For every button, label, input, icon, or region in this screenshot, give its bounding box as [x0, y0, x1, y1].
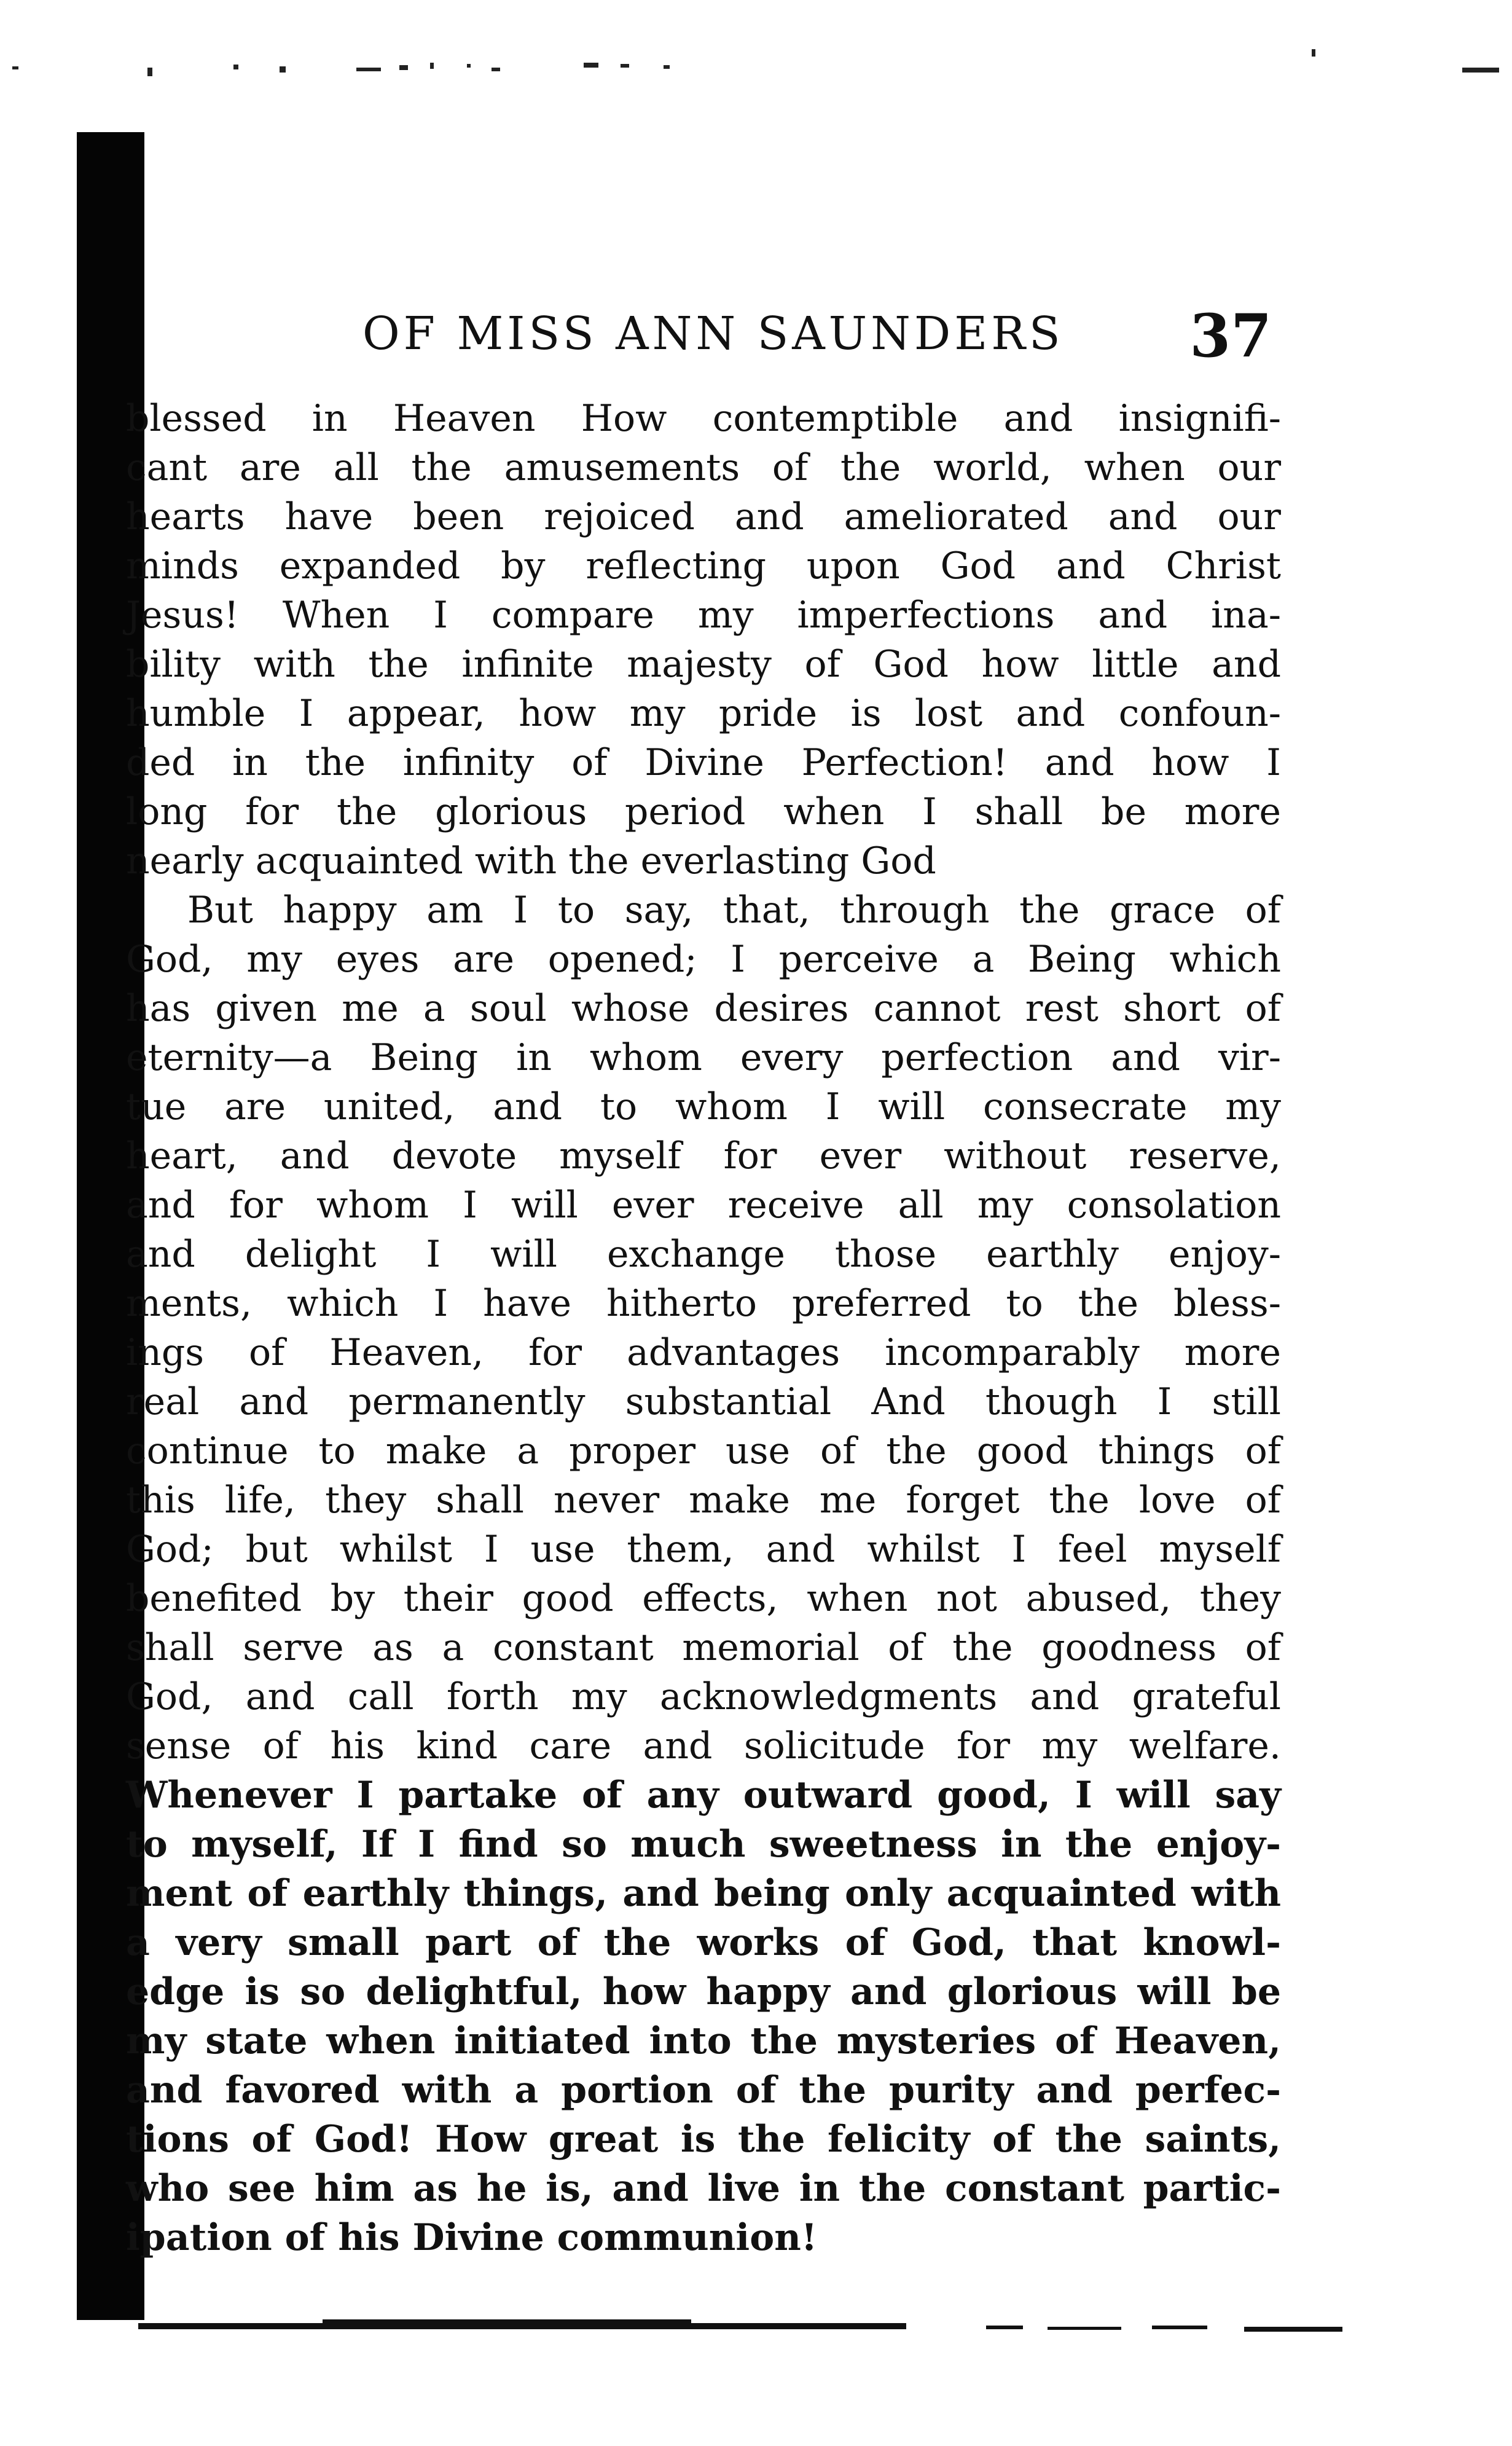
text-line: ment of earthly things, and being only acquainted with	[126, 1872, 1281, 1915]
text-line: sense of his kind care and solicitude for my welfare.	[126, 1724, 1281, 1768]
text-line: God; but whilst I use them, and whilst I feel myself	[126, 1528, 1281, 1571]
text-line: my state when initiated into the mysteries of Heaven,	[126, 2019, 1281, 2063]
text-line: edge is so delightful, how happy and glorious will be	[126, 1970, 1281, 2013]
text-line: ded in the infinity of Divine Perfection! and how I	[126, 741, 1281, 784]
scan-noise	[0, 49, 1512, 86]
text-line: shall serve as a constant memorial of the goodness of	[126, 1626, 1281, 1669]
text-line: blessed in Heaven How contemptible and insignifi-	[126, 397, 1281, 440]
text-line: minds expanded by reflecting upon God and Christ	[126, 545, 1281, 588]
text-line: ipation of his Divine communion!	[126, 2216, 818, 2259]
text-line: Jesus! When I compare my imperfections and ina-	[126, 594, 1281, 637]
text-line: and favored with a portion of the purity and perfec-	[126, 2069, 1281, 2112]
running-title: OF MISS ANN SAUNDERS	[362, 307, 1064, 360]
text-line: continue to make a proper use of the good things of	[126, 1429, 1281, 1473]
text-line: a very small part of the works of God, that knowl-	[126, 1921, 1281, 1964]
text-line: this life, they shall never make me forget the love of	[126, 1479, 1281, 1522]
text-line: to myself, If I find so much sweetness in the enjoy-	[126, 1823, 1281, 1866]
text-line: nearly acquainted with the everlasting God	[126, 840, 936, 883]
text-line: cant are all the amusements of the world, when our	[126, 446, 1281, 489]
text-line: has given me a soul whose desires cannot rest short of	[126, 987, 1281, 1030]
page-number: 37	[1189, 301, 1272, 371]
text-line: God, and call forth my acknowledgments and grateful	[126, 1675, 1281, 1718]
bottom-rule	[138, 2311, 1367, 2348]
text-line: bility with the infinite majesty of God how little and	[126, 643, 1281, 686]
text-line: hearts have been rejoiced and ameliorated and our	[126, 495, 1281, 538]
text-line: Whenever I partake of any outward good, I will say	[126, 1774, 1281, 1817]
running-head	[362, 301, 1272, 375]
paragraph-start: But happy am I to say, that, through the grace of	[187, 889, 1281, 932]
text-line: and delight I will exchange those earthly enjoy-	[126, 1233, 1281, 1276]
text-line: benefited by their good effects, when not abused, they	[126, 1577, 1281, 1620]
text-line: real and permanently substantial And though I still	[126, 1380, 1281, 1423]
text-line: who see him as he is, and live in the constant partic-	[126, 2167, 1281, 2210]
text-line: heart, and devote myself for ever without reserve,	[126, 1135, 1281, 1178]
text-line: tions of God! How great is the felicity of the saints,	[126, 2118, 1281, 2161]
text-line: humble I appear, how my pride is lost and confoun-	[126, 692, 1281, 735]
body-text	[126, 393, 1281, 2274]
text-line: ings of Heaven, for advantages incomparably more	[126, 1331, 1281, 1374]
text-line: and for whom I will ever receive all my consolation	[126, 1184, 1281, 1227]
text-line: eternity—a Being in whom every perfection and vir-	[126, 1036, 1281, 1079]
text-line: tue are united, and to whom I will consecrate my	[126, 1085, 1281, 1128]
text-line: God, my eyes are opened; I perceive a Being which	[126, 938, 1281, 981]
text-line: ments, which I have hitherto preferred to the bless-	[126, 1282, 1281, 1325]
text-line: long for the glorious period when I shall be more	[126, 790, 1281, 833]
